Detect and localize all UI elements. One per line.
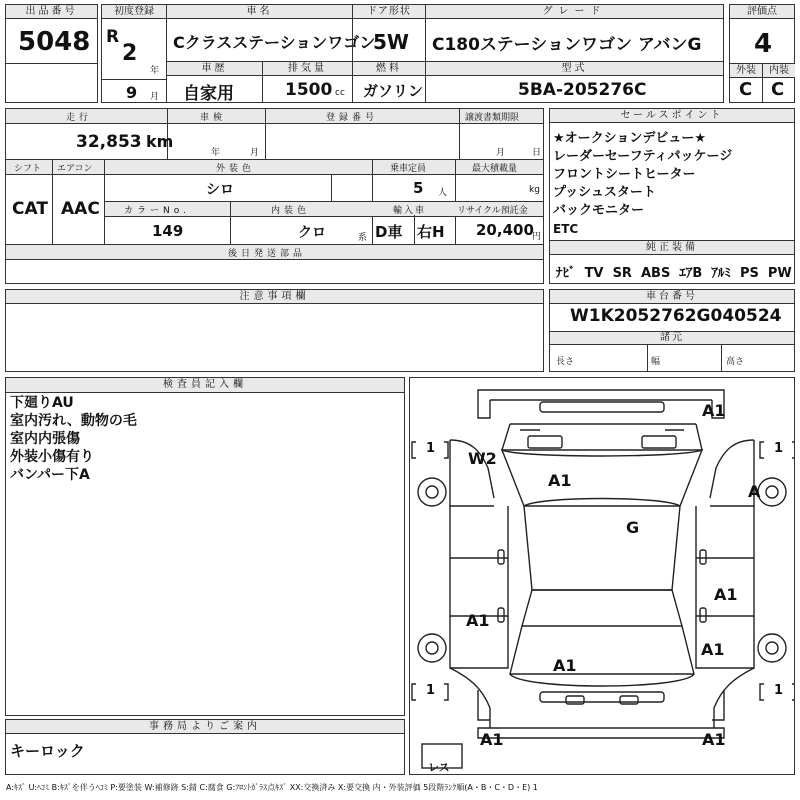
inspector-note: 外装小傷有り [10, 449, 94, 465]
mark-right-tail-a1: A1 [701, 640, 725, 659]
equipment-label: 純正装備 [550, 241, 794, 255]
inspector-note: 室内汚れ、動物の毛 [10, 413, 137, 429]
inspection-year: 年 [211, 148, 221, 158]
displacement-box [262, 61, 353, 103]
inspection-label: 車検 [200, 113, 227, 123]
exterior-color-label: 外装色 [216, 164, 256, 174]
import-value-d: D車 [375, 223, 403, 241]
equipment-sr: SR [612, 266, 632, 281]
history-box [166, 61, 263, 103]
fuel-box [352, 61, 426, 103]
mileage-unit: km [146, 132, 174, 151]
model-label: 型式 [426, 62, 723, 76]
sales-point-item: ★オークションデビュー★ [553, 131, 707, 146]
width-label: 幅 [651, 357, 661, 367]
month-unit: 月 [150, 92, 160, 102]
info-grid [5, 108, 544, 284]
mark-front-right-a1: A1 [702, 401, 726, 420]
mark-right-mirror-a: A [748, 482, 761, 501]
door-value: 5W [373, 30, 409, 54]
notes-label: 注意事項欄 [6, 290, 543, 304]
sales-points-label: セールスポイント [550, 109, 794, 123]
mark-right-rear-a1: A1 [714, 585, 738, 604]
mark-glass-g: G [626, 518, 640, 537]
legend: A:ｷｽﾞ U:ﾍｺﾐ B:ｷｽﾞを伴うﾍｺﾐ P:要塗装 W:補修跡 S:錆 C:腐食 G:ﾌﾛﾝﾄｶﾞﾗｽ点ｷｽﾞ XX:交換済み X:要交換 内・外装評価 5段階ﾗﾝｸ順(A・B・C・D・E) 1 [6, 783, 538, 792]
damage-diagram [409, 377, 795, 775]
interior-color-label: 内装色 [271, 206, 311, 216]
mark-bottom-right-a1: A1 [702, 730, 726, 749]
office-box [5, 719, 405, 775]
inspector-label: 検査員記入欄 [6, 378, 404, 393]
first-reg-label: 初度登録 [102, 5, 166, 19]
mark-rear-a1: A1 [553, 656, 577, 675]
fuel-value: ガソリン [363, 82, 424, 100]
ac-value: AAC [61, 199, 100, 219]
lot-box [5, 4, 98, 103]
import-value-h: 右H [417, 223, 445, 241]
height-label: 高さ [726, 357, 745, 367]
inspector-note: 下廻りAU [10, 395, 74, 411]
office-label: 事務局よりご案内 [6, 720, 404, 734]
year-unit: 年 [150, 66, 160, 76]
plate-label: 登録番号 [326, 113, 379, 123]
equipment-box [549, 240, 795, 284]
tire-rear-left: 1 [426, 683, 436, 698]
fuel-label: 燃料 [353, 62, 425, 76]
tire-rear-right: 1 [774, 683, 784, 698]
car-name-value: Cクラスステーションワゴン [173, 33, 376, 52]
equipment-abs: ABS [641, 266, 671, 281]
color-no-label: カラーNo. [124, 206, 190, 216]
model-box [425, 61, 724, 103]
car-outline [410, 378, 794, 774]
load-unit: kg [529, 185, 540, 195]
grade-value: C180ステーションワゴン アバンG [432, 35, 702, 55]
mileage-label: 走行 [66, 113, 93, 123]
score-label: 評価点 [730, 5, 794, 19]
capacity-unit: 人 [438, 188, 448, 198]
exterior-label: 外装 [730, 64, 762, 78]
displacement-label: 排気量 [263, 62, 352, 76]
equipment-airbag: ｴｱB [679, 266, 703, 281]
inspector-note: バンパー下A [10, 467, 90, 483]
exterior-color-value: シロ [206, 182, 234, 198]
door-label: ドア形状 [353, 5, 425, 19]
sales-point-item: バックモニター [553, 203, 645, 218]
tire-front-right: 1 [774, 441, 784, 456]
sales-point-item: レーダーセーフティパッケージ [553, 149, 733, 164]
car-name-label: 車名 [167, 5, 352, 19]
sales-point-item: フロントシートヒーター [553, 167, 696, 182]
inspector-box [5, 377, 405, 716]
chassis-label: 車台番号 [550, 290, 794, 304]
era-value: R [106, 27, 120, 47]
mark-left-rear-a1: A1 [466, 611, 490, 630]
equipment-alloy: ｱﾙﾐ [711, 266, 731, 281]
exterior-value: C [739, 79, 753, 100]
sales-points-box [549, 108, 795, 241]
interior-value: C [771, 79, 785, 100]
door-box [352, 4, 426, 62]
history-label: 車歴 [167, 62, 262, 76]
recycle-label: リサイクル預託金 [457, 206, 528, 216]
equipment-tv: TV [584, 266, 604, 281]
transfer-label: 譲渡書類期限 [465, 113, 520, 123]
lot-label: 出品番号 [6, 5, 97, 19]
sales-point-item: プッシュスタート [553, 185, 656, 200]
score-value: 4 [754, 29, 773, 59]
first-reg-box [101, 4, 167, 103]
transfer-day: 日 [532, 148, 542, 158]
length-label: 長さ [556, 357, 575, 367]
capacity-label: 乗車定員 [390, 164, 427, 174]
shift-value: CAT [12, 199, 48, 219]
recycle-value: 20,400 [476, 221, 534, 239]
interior-color-value: クロ [298, 225, 326, 241]
inspector-note: 室内内張傷 [10, 431, 80, 447]
office-note: キーロック [10, 742, 85, 760]
spec-label: 諸元 [549, 331, 795, 345]
displacement-value: 1500 [285, 80, 333, 100]
equipment-pw: PW [767, 266, 792, 281]
color-no-value: 149 [152, 222, 184, 240]
lot-number: 5048 [18, 27, 91, 57]
mark-w2: W2 [468, 449, 497, 468]
capacity-value: 5 [413, 179, 424, 197]
year-value: 2 [122, 41, 138, 66]
grade-box [425, 4, 724, 62]
ac-label: エアコン [57, 164, 93, 174]
month-value: 9 [126, 83, 138, 102]
car-name-box [166, 4, 376, 62]
spare-tire: レス [428, 761, 450, 774]
mark-bottom-left-a1: A1 [480, 730, 504, 749]
inspection-month: 月 [250, 148, 260, 158]
import-label: 輸入車 [393, 206, 427, 216]
transfer-month: 月 [496, 148, 506, 158]
interior-label: 内装 [762, 64, 795, 78]
chassis-number: W1K2052762G040524 [570, 306, 782, 326]
later-parts-label: 後日発送部品 [228, 249, 307, 259]
equipment-ps: PS [739, 266, 759, 281]
displacement-unit: cc [335, 88, 345, 98]
model-value: 5BA-205276C [518, 80, 647, 100]
recycle-unit: 円 [532, 232, 542, 242]
tire-front-left: 1 [426, 441, 436, 456]
shift-label: シフト [14, 164, 42, 174]
score-box [729, 4, 795, 103]
grade-label: グレード [426, 5, 723, 19]
sales-point-item: ETC [553, 222, 579, 236]
chassis-box [549, 289, 795, 372]
interior-color-unit: 系 [358, 233, 368, 243]
mileage-value: 32,853 [76, 132, 142, 152]
history-value: 自家用 [183, 84, 234, 104]
mark-roof-a1: A1 [548, 471, 572, 490]
load-label: 最大積載量 [472, 164, 518, 174]
equipment-navi: ﾅﾋﾞ [556, 266, 576, 281]
notes-box [5, 289, 544, 372]
